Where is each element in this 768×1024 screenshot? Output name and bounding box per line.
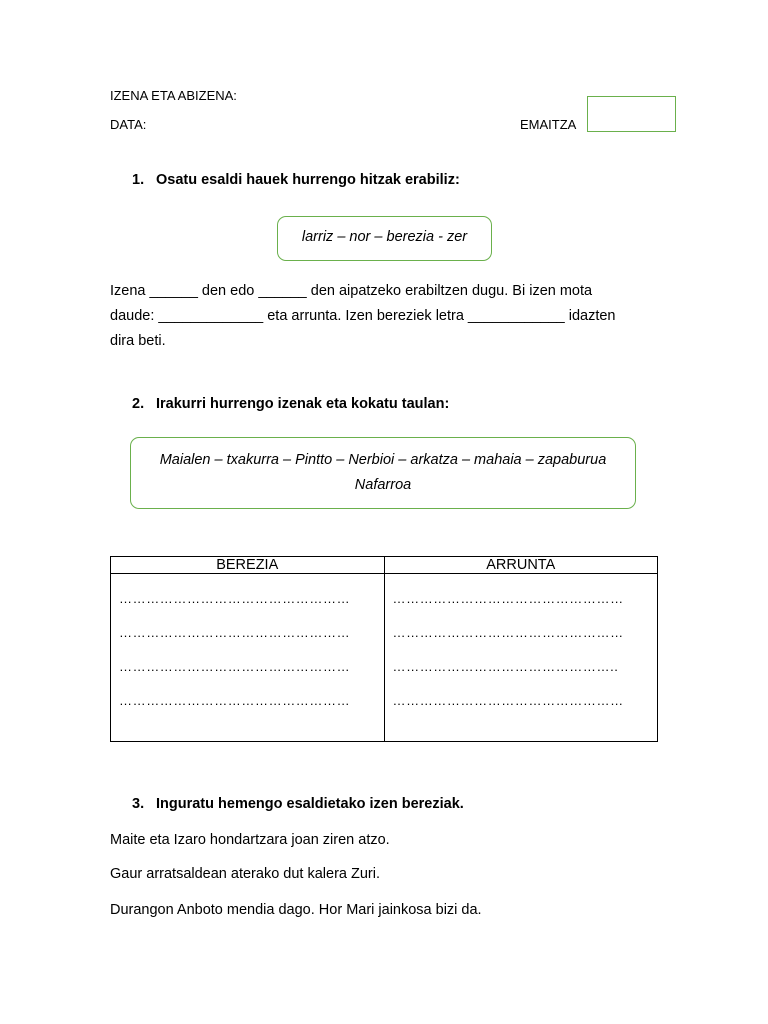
question-1-paragraph — [110, 279, 670, 354]
sentence: Maite eta Izaro hondartzara joan ziren atzo. — [110, 832, 390, 848]
word-bank-1 — [277, 216, 492, 261]
score-box[interactable] — [587, 96, 676, 132]
word-bank-2-line2: Nafarroa — [354, 477, 412, 493]
answer-line[interactable]: …………………………………………… — [119, 659, 351, 674]
answer-line[interactable]: …………………………………………… — [119, 591, 351, 606]
question-3-text: Inguratu hemengo esaldietako izen bereziak. — [156, 796, 464, 812]
question-2-text: Irakurri hurrengo izenak eta kokatu taulan: — [156, 396, 450, 412]
answer-line[interactable]: …………………………………………… — [392, 693, 624, 708]
question-1-number: 1. — [132, 172, 145, 188]
question-2-title — [132, 396, 449, 412]
sentence: Durangon Anboto mendia dago. Hor Mari jainkosa bizi da. — [110, 902, 482, 918]
answer-line[interactable]: …………………………………………… — [119, 625, 351, 640]
word-bank-2 — [130, 437, 636, 509]
paragraph-line: Izena ______ den edo ______ den aipatzeko erabiltzen dugu. Bi izen mota — [110, 283, 593, 299]
question-1-title — [132, 172, 460, 188]
sentence: Gaur arratsaldean aterako dut kalera Zuri. — [110, 866, 380, 882]
answer-line[interactable]: …………………………………………… — [119, 693, 351, 708]
arrunta-column[interactable] — [384, 574, 658, 742]
name-label: IZENA ETA ABIZENA: — [110, 88, 237, 103]
berezia-column[interactable] — [111, 574, 385, 742]
paragraph-line: dira beti. — [110, 333, 166, 349]
question-1-text: Osatu esaldi hauek hurrengo hitzak erabiliz: — [156, 172, 460, 188]
column-header-berezia: BEREZIA — [111, 557, 385, 574]
score-label: EMAITZA — [520, 117, 577, 132]
date-label: DATA: — [110, 117, 147, 132]
answer-line[interactable]: …………………………………………… — [392, 625, 624, 640]
column-header-arrunta: ARRUNTA — [384, 557, 658, 574]
question-2-number: 2. — [132, 396, 145, 412]
word-bank-1-text: larriz – nor – berezia - zer — [301, 229, 468, 245]
sorting-table — [110, 556, 658, 742]
answer-line[interactable]: …………………………………………… — [392, 591, 624, 606]
question-3-number: 3. — [132, 796, 145, 812]
answer-line[interactable]: ………………………………………….. — [392, 659, 619, 674]
question-3-title — [132, 796, 464, 812]
word-bank-2-line1: Maialen – txakurra – Pintto – Nerbioi – arkatza – mahaia – zapaburua — [159, 452, 607, 468]
paragraph-line: daude: _____________ eta arrunta. Izen bereziek letra ____________ idazten — [110, 308, 616, 324]
